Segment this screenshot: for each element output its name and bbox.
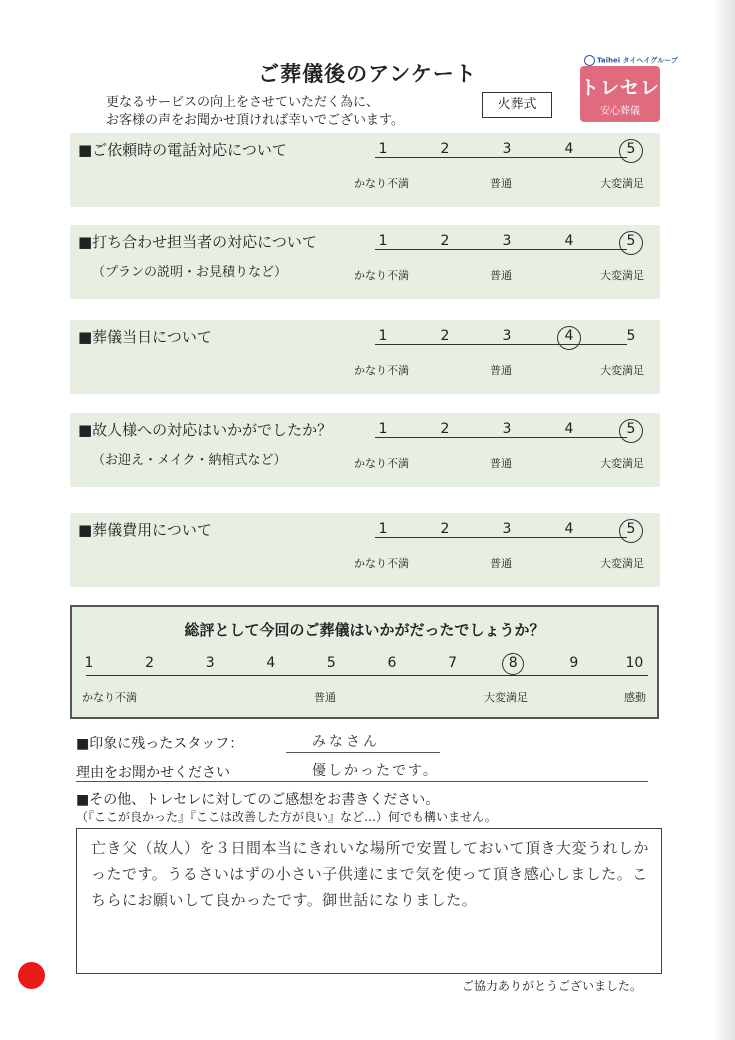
label-high: 大変満足 — [600, 364, 644, 377]
scale-number: 4 — [564, 521, 574, 537]
staff-underline — [286, 752, 440, 753]
scale-line — [375, 437, 627, 438]
staff-answer: みなさん — [312, 734, 380, 750]
label-low: かなり不満 — [354, 364, 409, 377]
question-panel — [70, 225, 660, 299]
overall-number: 10 — [625, 655, 644, 671]
scale-number: 4 — [564, 421, 574, 437]
question-label: ■葬儀費用について — [78, 521, 212, 539]
overall-number: 5 — [326, 655, 336, 671]
scale-number: 1 — [378, 141, 388, 157]
scale-number: 2 — [440, 328, 450, 344]
overall-label-top: 感動 — [624, 691, 646, 704]
scale-number: 2 — [440, 521, 450, 537]
scale-number: 3 — [502, 141, 512, 157]
question-panel — [70, 513, 660, 587]
overall-number: 4 — [266, 655, 276, 671]
question-panel — [70, 320, 660, 394]
overall-number: 3 — [205, 655, 215, 671]
question-sub-label: （お迎え・メイク・納棺式など） — [92, 453, 287, 468]
intro-line-2: お客様の声をお聞かせ頂ければ幸いでございます。 — [106, 113, 404, 128]
scale-number: 1 — [378, 233, 388, 249]
label-high: 大変満足 — [600, 177, 644, 190]
brand-logo — [580, 66, 660, 122]
comments-box — [76, 828, 662, 974]
label-mid: 普通 — [490, 177, 512, 190]
scale-number-circled: 5 — [624, 141, 638, 157]
overall-label-high: 大変満足 — [484, 691, 528, 704]
comments-handwriting: 亡き父（故人）を３日間本当にきれいな場所で安置しておいて頂き大変うれしかったです。うるさいはずの小さい子供達にまで気を使って頂き感心しました。こちらにお願いして良かったです。御世話になりました。 — [91, 839, 650, 909]
page-edge-shadow — [713, 0, 735, 1040]
label-high: 大変満足 — [600, 457, 644, 470]
scale-line — [375, 344, 627, 345]
intro-text — [106, 94, 404, 130]
brand-tagline: 安心葬儀 — [600, 106, 640, 117]
scale-number-circled: 5 — [624, 233, 638, 249]
question-panel — [70, 133, 660, 207]
intro-line-1: 更なるサービスの向上をさせていただく為に、 — [106, 95, 380, 110]
overall-number: 1 — [84, 655, 94, 671]
label-mid: 普通 — [490, 557, 512, 570]
scale-number: 4 — [564, 141, 574, 157]
scale-number: 1 — [378, 521, 388, 537]
overall-scale-line — [86, 675, 648, 676]
label-mid: 普通 — [490, 364, 512, 377]
service-type-box: 火葬式 — [482, 92, 552, 118]
reason-answer: 優しかったです。 — [312, 763, 439, 779]
page-title: ご葬儀後のアンケート — [258, 62, 477, 86]
staff-label: ■印象に残ったスタッフ： — [76, 736, 244, 752]
question-panel — [70, 413, 660, 487]
question-label: ■ご依頼時の電話対応について — [78, 141, 287, 159]
scale-number: 1 — [378, 421, 388, 437]
question-sub-label: （プランの説明・お見積りなど） — [92, 265, 288, 280]
question-label: ■葬儀当日について — [78, 328, 212, 346]
question-label: ■故人様への対応はいかがでしたか？ — [78, 421, 333, 439]
brand-name: トレセレ — [580, 77, 661, 99]
scale-line — [375, 537, 627, 538]
label-high: 大変満足 — [600, 557, 644, 570]
scale-number-circled: 4 — [562, 328, 576, 344]
scale-number: 4 — [564, 233, 574, 249]
scale-number: 2 — [440, 141, 450, 157]
scale-number: 3 — [502, 421, 512, 437]
group-logo — [584, 55, 678, 66]
scale-number: 3 — [502, 328, 512, 344]
question-label: ■打ち合わせ担当者の対応について — [78, 233, 317, 251]
overall-number: 9 — [569, 655, 579, 671]
overall-number: 2 — [145, 655, 155, 671]
label-mid: 普通 — [490, 457, 512, 470]
scale-number-circled: 5 — [624, 521, 638, 537]
scale-number: 3 — [502, 521, 512, 537]
scale-line — [375, 157, 627, 158]
scale-number-circled: 5 — [624, 421, 638, 437]
label-low: かなり不満 — [354, 557, 409, 570]
overall-panel — [70, 605, 659, 719]
scale-number: 2 — [440, 421, 450, 437]
label-high: 大変満足 — [600, 269, 644, 282]
red-marker-dot — [18, 962, 45, 989]
overall-question: 総評として今回のご葬儀はいかがだったでしょうか？ — [184, 621, 545, 639]
overall-number: 6 — [387, 655, 397, 671]
label-mid: 普通 — [490, 269, 512, 282]
label-low: かなり不満 — [354, 177, 409, 190]
thanks-message: ご協力ありがとうございました。 — [462, 979, 643, 993]
label-low: かなり不満 — [354, 269, 409, 282]
group-name: Taihei タイヘイグループ — [597, 56, 678, 65]
scale-number: 2 — [440, 233, 450, 249]
overall-number: 7 — [448, 655, 458, 671]
taihei-logo-icon — [584, 55, 595, 66]
comments-note: （『ここが良かった』『ここは改善した方が良い』など…）何でも構いません。 — [76, 810, 497, 824]
overall-number-circled: 8 — [503, 655, 523, 671]
scale-number: 3 — [502, 233, 512, 249]
reason-label: 理由をお聞かせください — [76, 765, 230, 781]
label-low: かなり不満 — [354, 457, 409, 470]
overall-label-mid: 普通 — [314, 691, 336, 704]
scale-number: 5 — [626, 328, 636, 344]
overall-label-low: かなり不満 — [82, 691, 137, 704]
comments-label: ■その他、トレセレに対してのご感想をお書きください。 — [76, 792, 440, 808]
reason-underline — [76, 781, 648, 782]
scale-number: 1 — [378, 328, 388, 344]
scale-line — [375, 249, 627, 250]
